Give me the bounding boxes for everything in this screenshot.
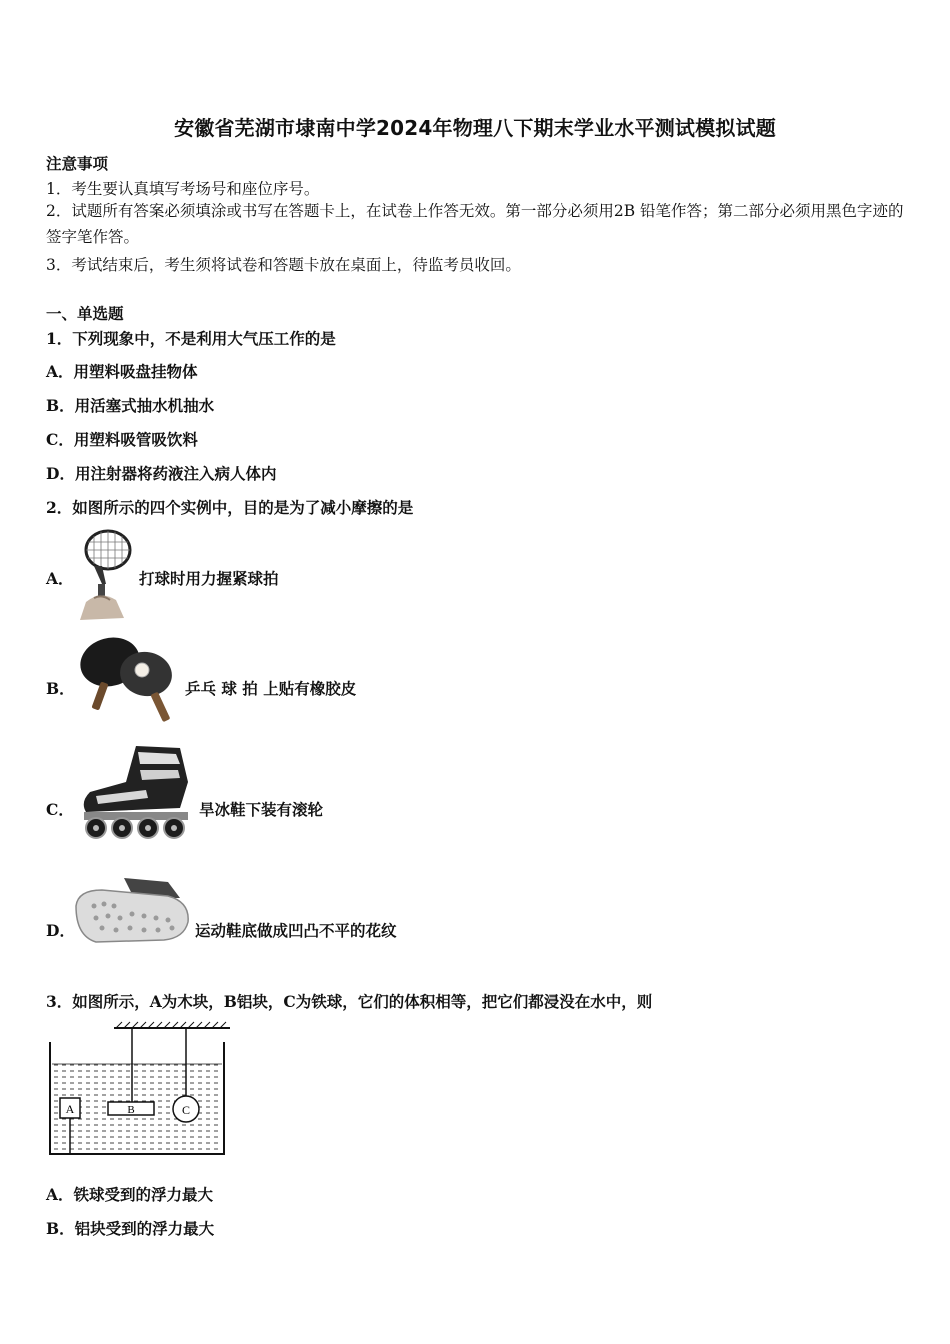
option-text: 铝块受到的浮力最大 — [74, 1219, 215, 1238]
option-label[interactable]: C． — [46, 800, 74, 819]
notice-item: 3．考试结束后，考生须将试卷和答题卡放在桌面上，待监考员收回。 — [46, 256, 521, 274]
section-heading: 一、单选题 — [46, 304, 124, 323]
ball-c-label: C — [181, 1103, 191, 1117]
option-text: 打球时用力握紧球拍 — [139, 569, 279, 588]
option-label: A． — [46, 362, 74, 381]
page-title: 安徽省芜湖市埭南中学2024年物理八下期末学业水平测试模拟试题 — [174, 116, 776, 140]
option-label: D． — [46, 464, 75, 483]
option-text: 用活塞式抽水机抽水 — [74, 396, 215, 415]
option-text: 用注射器将药液注入病人体内 — [74, 464, 277, 483]
option-label: B． — [46, 1219, 75, 1238]
notice-heading: 注意事项 — [46, 154, 109, 173]
option-item[interactable] — [46, 1183, 213, 1205]
notice-item: 2．试题所有答案必须填涂或书写在答题卡上，在试卷上作答无效。第一部分必须用2B 铅笔作答；第二部分必须用黑色字迹的签字笔作答。 — [46, 202, 904, 246]
option-item[interactable] — [46, 360, 198, 382]
tennis-racket-image — [72, 528, 136, 622]
option-label: B． — [46, 396, 75, 415]
question-stem: 1．下列现象中，不是利用大气压工作的是 — [46, 329, 336, 348]
question-stem: 2．如图所示的四个实例中，目的是为了减小摩擦的是 — [46, 498, 414, 517]
option-item[interactable] — [46, 1217, 214, 1239]
option-item[interactable] — [46, 462, 276, 484]
option-text: 用塑料吸盘挂物体 — [73, 362, 198, 381]
roller-skate-image — [76, 742, 194, 840]
ping-pong-paddles-image — [72, 634, 184, 726]
option-text: 旱冰鞋下装有滚轮 — [199, 800, 324, 819]
option-item[interactable] — [46, 394, 214, 416]
option-text: 运动鞋底做成凹凸不平的花纹 — [195, 921, 397, 940]
option-item[interactable] — [46, 428, 198, 450]
option-label[interactable]: B． — [46, 679, 75, 698]
block-a-label: A — [65, 1102, 75, 1116]
buoyancy-diagram — [46, 1020, 230, 1160]
option-text: 乒乓 球 拍 上贴有橡胶皮 — [185, 679, 357, 698]
question-stem: 3．如图所示，A为木块，B铝块，C为铁球，它们的体积相等，把它们都浸没在水中，则 — [46, 992, 653, 1011]
block-b-label: B — [127, 1104, 135, 1116]
option-label: C． — [46, 430, 74, 449]
option-text: 铁球受到的浮力最大 — [73, 1185, 214, 1204]
option-label[interactable]: A． — [46, 569, 74, 588]
option-text: 用塑料吸管吸饮料 — [73, 430, 198, 449]
option-label: A． — [46, 1185, 74, 1204]
option-label[interactable]: D． — [46, 921, 75, 940]
sneaker-sole-image — [72, 876, 194, 952]
notice-item: 1．考生要认真填写考场号和座位序号。 — [46, 180, 320, 198]
